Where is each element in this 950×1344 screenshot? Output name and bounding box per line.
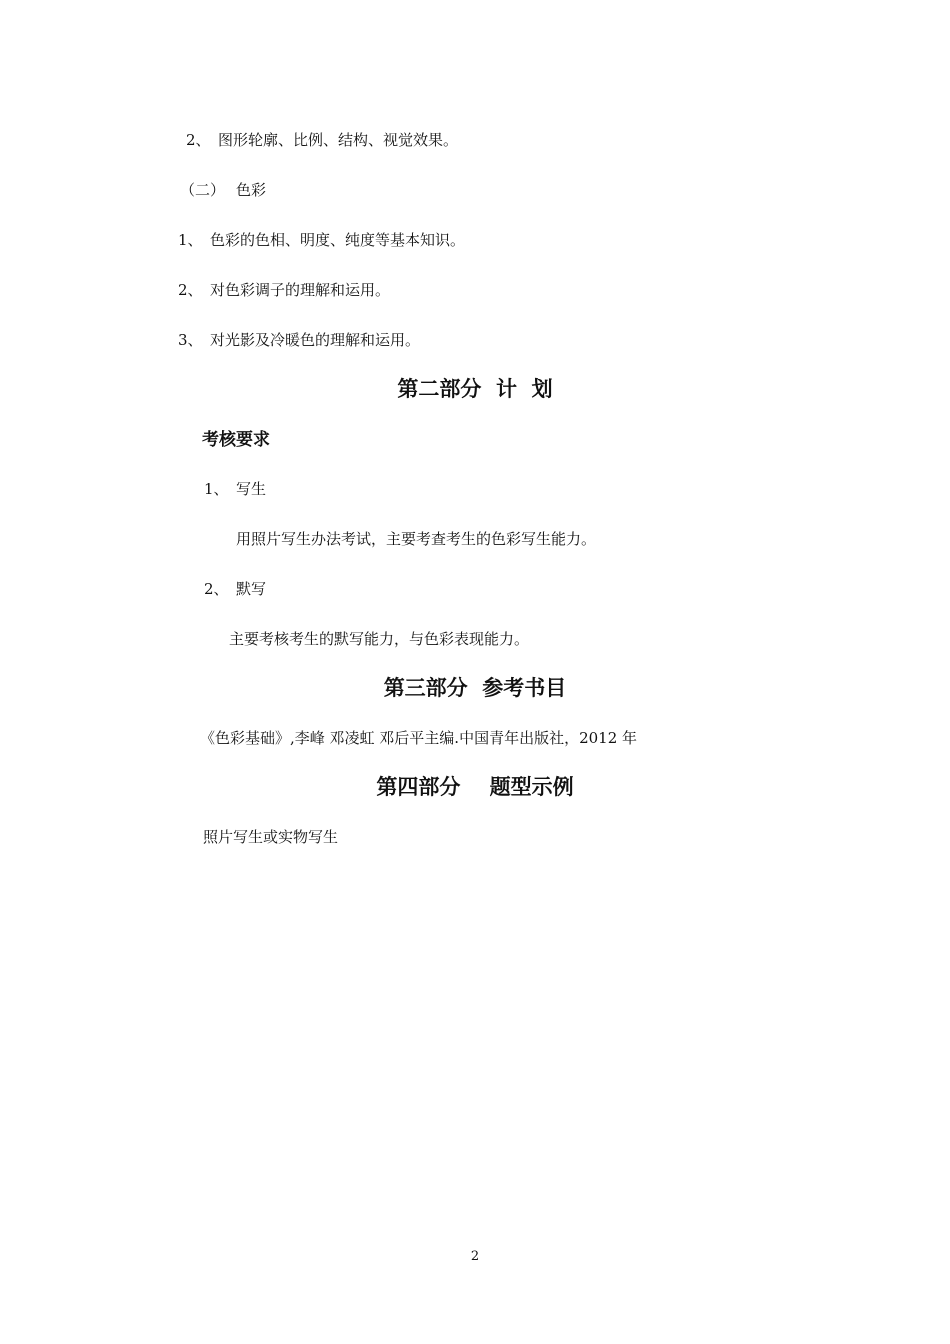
list-item [204,479,266,499]
list-item [186,130,458,150]
list-item [204,579,266,599]
list-text: 对色彩调子的理解和运用。 [210,281,391,299]
section-number: （二） [180,181,226,199]
list-text: 色彩的色相、明度、纯度等基本知识。 [210,231,466,249]
part4-title: 第四部分 题型示例 [376,774,574,799]
list-text: 对光影及冷暖色的理解和运用。 [210,331,421,349]
part4-text: 照片写生或实物写生 [203,828,339,846]
list-label: 默写 [236,580,267,598]
list-text: 图形轮廓、比例、结构、视觉效果。 [218,131,459,149]
list-label: 写生 [236,480,267,498]
list-number: 2、 [204,580,229,598]
page-number: 2 [470,1249,480,1264]
section-title: 色彩 [236,181,267,199]
list-number: 2、 [178,281,203,299]
part3-title: 第三部分 参考书目 [383,675,567,700]
item-description: 主要考核考生的默写能力，与色彩表现能力。 [229,630,530,648]
list-number: 1、 [178,231,203,249]
part2-title: 第二部分 计 划 [397,376,553,401]
list-number: 3、 [178,331,203,349]
list-item [178,330,420,350]
section-heading-color [180,180,266,200]
list-item [178,230,465,250]
list-number: 2、 [186,131,211,149]
item-description: 用照片写生办法考试，主要考查考生的色彩写生能力。 [236,530,597,548]
list-number: 1、 [204,480,229,498]
part2-subtitle: 考核要求 [202,430,270,450]
reference-entry: 《色彩基础》,李峰 邓凌虹 邓后平主编.中国青年出版社，2012 年 [200,729,638,747]
list-item [178,280,390,300]
